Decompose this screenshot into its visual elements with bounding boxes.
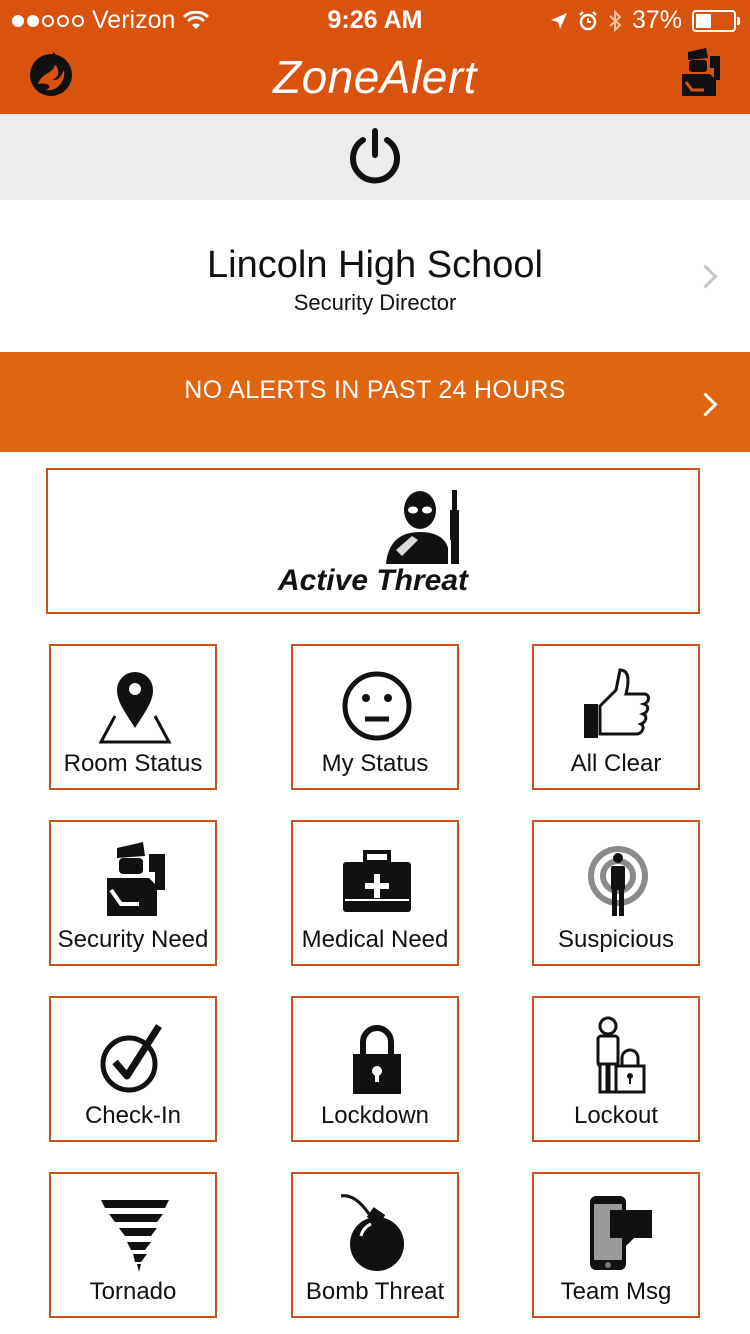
active-threat-label: Active Threat bbox=[277, 564, 469, 597]
security-officer-icon bbox=[95, 840, 175, 922]
security-officer-icon[interactable] bbox=[676, 46, 724, 100]
phone-message-icon bbox=[578, 1192, 658, 1274]
tile-team-msg[interactable] bbox=[532, 1172, 700, 1318]
tile-label: Check-In bbox=[84, 1102, 182, 1129]
tornado-icon bbox=[95, 1192, 175, 1274]
status-bar bbox=[0, 0, 750, 40]
nav-bar bbox=[0, 40, 750, 114]
tile-bomb-threat[interactable] bbox=[291, 1172, 459, 1318]
neutral-face-icon bbox=[337, 664, 417, 746]
suspicious-person-icon bbox=[578, 840, 658, 922]
check-circle-icon bbox=[95, 1016, 175, 1098]
tile-label: Lockout bbox=[573, 1102, 659, 1129]
status-right bbox=[550, 6, 736, 35]
battery-percent: 37% bbox=[631, 6, 682, 34]
tile-label: All Clear bbox=[570, 750, 662, 777]
power-row bbox=[0, 114, 750, 200]
alerts-banner[interactable] bbox=[0, 352, 750, 452]
tile-check-in[interactable] bbox=[49, 996, 217, 1142]
bluetooth-icon bbox=[608, 10, 622, 32]
bomb-icon bbox=[337, 1192, 417, 1274]
alerts-banner-text: NO ALERTS IN PAST 24 HOURS bbox=[184, 376, 566, 404]
tile-lockdown[interactable] bbox=[291, 996, 459, 1142]
organization-role: Security Director bbox=[293, 290, 457, 315]
tile-lockout[interactable] bbox=[532, 996, 700, 1142]
tile-medical-need[interactable] bbox=[291, 820, 459, 966]
masked-gunman-icon bbox=[382, 488, 466, 564]
medical-kit-icon bbox=[337, 840, 417, 922]
power-icon[interactable] bbox=[346, 128, 404, 186]
tile-my-status[interactable] bbox=[291, 644, 459, 790]
tile-label: Tornado bbox=[89, 1278, 177, 1305]
organization-row[interactable] bbox=[0, 200, 750, 352]
alarm-clock-icon bbox=[578, 11, 598, 31]
tile-label: Room Status bbox=[63, 750, 203, 777]
tile-label: Team Msg bbox=[560, 1278, 672, 1305]
map-pin-icon bbox=[95, 664, 175, 746]
tile-suspicious[interactable] bbox=[532, 820, 700, 966]
organization-name: Lincoln High School bbox=[207, 244, 543, 286]
location-arrow-icon bbox=[550, 12, 568, 30]
tile-label: Bomb Threat bbox=[305, 1278, 445, 1305]
active-threat-button[interactable] bbox=[46, 468, 700, 614]
padlock-icon bbox=[337, 1016, 417, 1098]
person-lock-icon bbox=[578, 1016, 658, 1098]
tile-label: My Status bbox=[321, 750, 429, 777]
app-title: ZoneAlert bbox=[273, 51, 477, 103]
status-time: 9:26 AM bbox=[327, 6, 423, 34]
tile-room-status[interactable] bbox=[49, 644, 217, 790]
tile-label: Lockdown bbox=[320, 1102, 430, 1129]
thumbs-up-icon bbox=[578, 664, 658, 746]
tile-tornado[interactable] bbox=[49, 1172, 217, 1318]
tile-all-clear[interactable] bbox=[532, 644, 700, 790]
tile-label: Security Need bbox=[57, 926, 209, 953]
tile-label: Suspicious bbox=[557, 926, 675, 953]
tile-security-need[interactable] bbox=[49, 820, 217, 966]
tile-label: Medical Need bbox=[301, 926, 449, 953]
carrier-label: Verizon bbox=[92, 6, 176, 34]
battery-icon bbox=[692, 10, 736, 32]
